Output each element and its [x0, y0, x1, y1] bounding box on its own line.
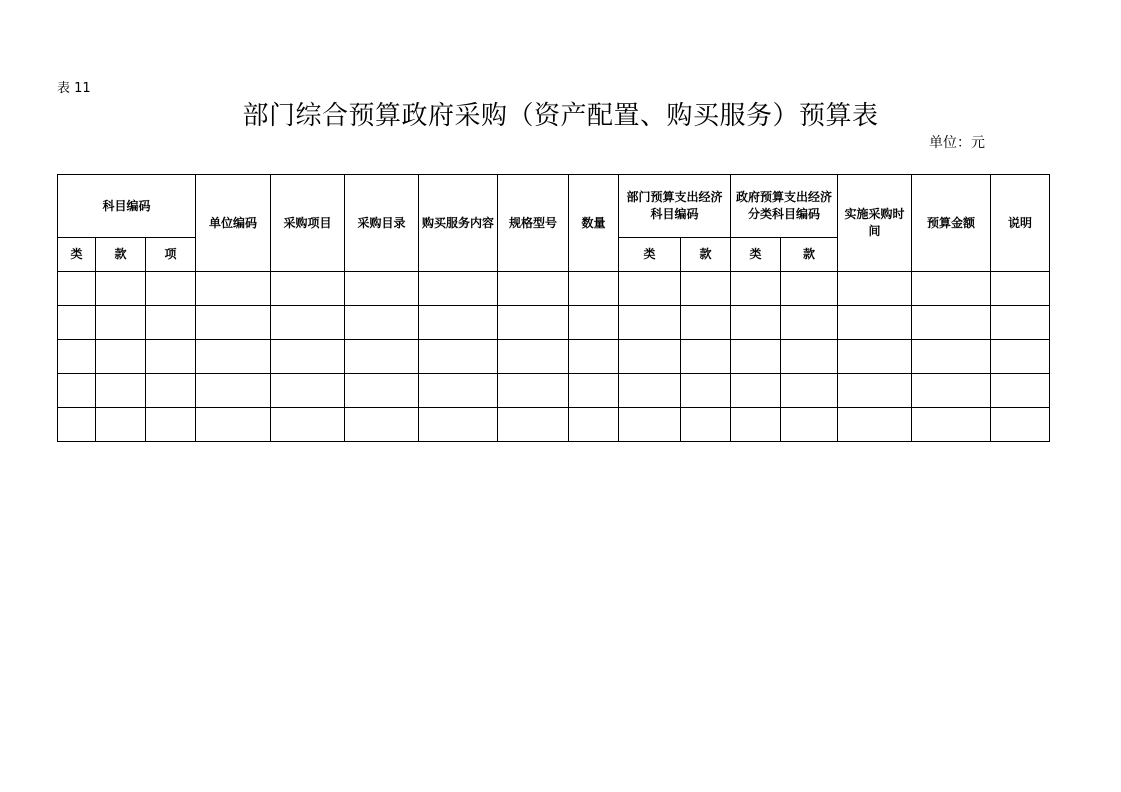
table-cell: [498, 374, 569, 408]
table-cell: [912, 306, 991, 340]
table-cell: [731, 306, 781, 340]
table-cell: [58, 306, 96, 340]
table-cell: [498, 408, 569, 442]
table-cell: [58, 340, 96, 374]
table-cell: [838, 340, 912, 374]
table-cell: [681, 272, 731, 306]
header-gov-kuan: 款: [781, 238, 838, 272]
table-cell: [271, 340, 345, 374]
page-title: 部门综合预算政府采购（资产配置、购买服务）预算表: [242, 101, 879, 131]
header-dept-lei: 类: [619, 238, 681, 272]
table-cell: [619, 408, 681, 442]
table-cell: [271, 374, 345, 408]
table-cell: [96, 272, 146, 306]
table-cell: [58, 374, 96, 408]
table-cell: [96, 374, 146, 408]
table-number: 表 11: [57, 81, 91, 96]
table-cell: [146, 374, 196, 408]
table-cell: [619, 306, 681, 340]
table-cell: [991, 340, 1050, 374]
table-cell: [419, 374, 498, 408]
header-budget-amount: 预算金额: [912, 175, 991, 272]
table-cell: [681, 408, 731, 442]
table-cell: [912, 272, 991, 306]
table-cell: [271, 408, 345, 442]
table-cell: [271, 306, 345, 340]
table-cell: [731, 374, 781, 408]
table-cell: [146, 306, 196, 340]
table-row: [58, 306, 1050, 340]
table-cell: [96, 408, 146, 442]
table-cell: [838, 374, 912, 408]
table-cell: [781, 272, 838, 306]
header-spec-model: 规格型号: [498, 175, 569, 272]
table-cell: [196, 272, 271, 306]
table-cell: [96, 306, 146, 340]
table-row: [58, 272, 1050, 306]
header-subject-xiang: 项: [146, 238, 196, 272]
table-cell: [991, 408, 1050, 442]
table-cell: [419, 306, 498, 340]
table-row: [58, 374, 1050, 408]
table-cell: [345, 306, 419, 340]
header-purchase-catalog: 采购目录: [345, 175, 419, 272]
table-cell: [271, 272, 345, 306]
table-cell: [196, 340, 271, 374]
table-cell: [781, 408, 838, 442]
table-cell: [146, 408, 196, 442]
table-cell: [498, 272, 569, 306]
budget-table: [57, 174, 1050, 442]
table-cell: [991, 374, 1050, 408]
table-cell: [345, 408, 419, 442]
table-cell: [345, 374, 419, 408]
table-cell: [681, 374, 731, 408]
table-cell: [569, 306, 619, 340]
header-subject-code: 科目编码: [58, 175, 196, 238]
table-cell: [419, 272, 498, 306]
table-cell: [569, 340, 619, 374]
header-unit-code: 单位编码: [196, 175, 271, 272]
table-cell: [196, 306, 271, 340]
table-cell: [146, 272, 196, 306]
table-cell: [569, 408, 619, 442]
table-cell: [619, 374, 681, 408]
header-service-content: 购买服务内容: [419, 175, 498, 272]
table-cell: [912, 408, 991, 442]
table-cell: [681, 340, 731, 374]
table-cell: [838, 272, 912, 306]
table-cell: [619, 272, 681, 306]
table-cell: [731, 408, 781, 442]
table-cell: [96, 340, 146, 374]
table-cell: [681, 306, 731, 340]
table-row: [58, 408, 1050, 442]
table-row: [58, 340, 1050, 374]
table-cell: [731, 340, 781, 374]
table-cell: [146, 340, 196, 374]
table-cell: [345, 340, 419, 374]
table-cell: [912, 374, 991, 408]
header-impl-time: 实施采购时间: [838, 175, 912, 272]
table-cell: [838, 306, 912, 340]
table-cell: [196, 374, 271, 408]
table-cell: [58, 408, 96, 442]
table-cell: [419, 408, 498, 442]
table-cell: [619, 340, 681, 374]
header-dept-kuan: 款: [681, 238, 731, 272]
table-body: [58, 272, 1050, 442]
table-cell: [781, 306, 838, 340]
table-cell: [58, 272, 96, 306]
header-gov-lei: 类: [731, 238, 781, 272]
header-remark: 说明: [991, 175, 1050, 272]
table-cell: [991, 306, 1050, 340]
table-cell: [498, 306, 569, 340]
header-purchase-item: 采购项目: [271, 175, 345, 272]
header-quantity: 数量: [569, 175, 619, 272]
table-cell: [498, 340, 569, 374]
table-cell: [569, 272, 619, 306]
table-cell: [569, 374, 619, 408]
table-cell: [912, 340, 991, 374]
table-cell: [991, 272, 1050, 306]
table-cell: [731, 272, 781, 306]
table-cell: [419, 340, 498, 374]
unit-label: 单位：元: [929, 135, 985, 151]
table-cell: [781, 340, 838, 374]
header-gov-econ-code: 政府预算支出经济分类科目编码: [731, 175, 838, 238]
table-cell: [196, 408, 271, 442]
table-cell: [781, 374, 838, 408]
header-subject-kuan: 款: [96, 238, 146, 272]
header-dept-econ-code: 部门预算支出经济科目编码: [619, 175, 731, 238]
header-subject-lei: 类: [58, 238, 96, 272]
table-cell: [838, 408, 912, 442]
table-cell: [345, 272, 419, 306]
